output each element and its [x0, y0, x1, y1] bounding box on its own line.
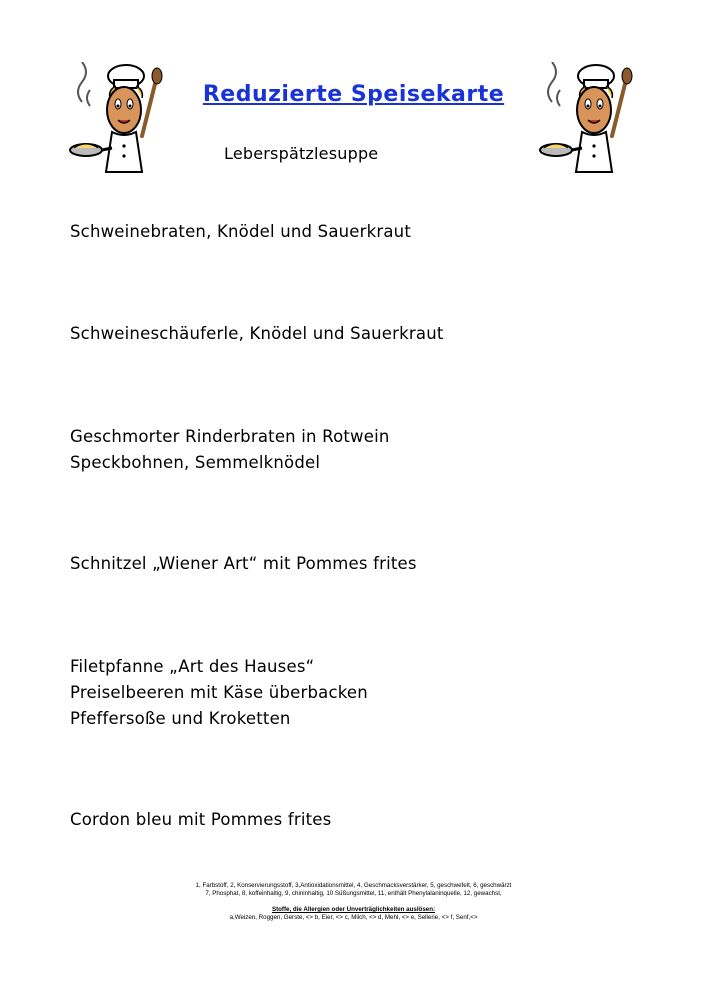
menu-item-line: Cordon bleu mit Pommes frites	[70, 810, 332, 829]
menu-item-line: Schnitzel „Wiener Art“ mit Pommes frites	[70, 554, 417, 573]
menu-item-line: Schweinebraten, Knödel und Sauerkraut	[70, 222, 411, 241]
chef-with-spoon-icon	[64, 62, 164, 180]
soup-subtitle: Leberspätzlesuppe	[224, 144, 379, 163]
menu-item-line: Speckbohnen, Semmelknödel	[70, 453, 321, 472]
menu-item	[70, 807, 331, 833]
chef-with-spoon-icon	[534, 62, 634, 180]
additives-line: 1, Farbstoff, 2, Konservierungsstoff, 3,Antioxidationsmittel, 4, Geschmacksverstärker, 5, geschwefelt, 6, geschwärzt	[195, 882, 512, 889]
menu-item	[70, 219, 411, 245]
additives-footer	[0, 882, 707, 922]
menu-item	[70, 424, 390, 476]
menu-item-line: Preiselbeeren mit Käse überbacken	[70, 683, 368, 702]
menu-item-line: Filetpfanne „Art des Hauses“	[70, 657, 315, 676]
allergen-heading: Stoffe, die Allergien oder Unverträglichkeiten auslösen:	[271, 906, 436, 913]
menu-item	[70, 321, 444, 347]
page-title: Reduzierte Speisekarte	[202, 82, 505, 107]
menu-item	[70, 654, 368, 732]
menu-item-line: Pfeffersoße und Kroketten	[70, 709, 291, 728]
additives-line: 7, Phosphat, 8, koffeinhaltig, 9, chininhaltig, 10 Süßungsmittel, 11, enthält Phenylalaninquelle, 12, gewachst,	[205, 890, 502, 897]
allergen-list: a,Weizen, Roggen, Gerste, <> b, Eier, <> c, Milch, <> d, Mehl, <> e, Sellerie, <> f, Senf,<>	[229, 914, 478, 921]
menu-item-line: Schweineschäuferle, Knödel und Sauerkraut	[70, 324, 444, 343]
menu-item	[70, 551, 417, 577]
menu-item-line: Geschmorter Rinderbraten in Rotwein	[70, 427, 390, 446]
